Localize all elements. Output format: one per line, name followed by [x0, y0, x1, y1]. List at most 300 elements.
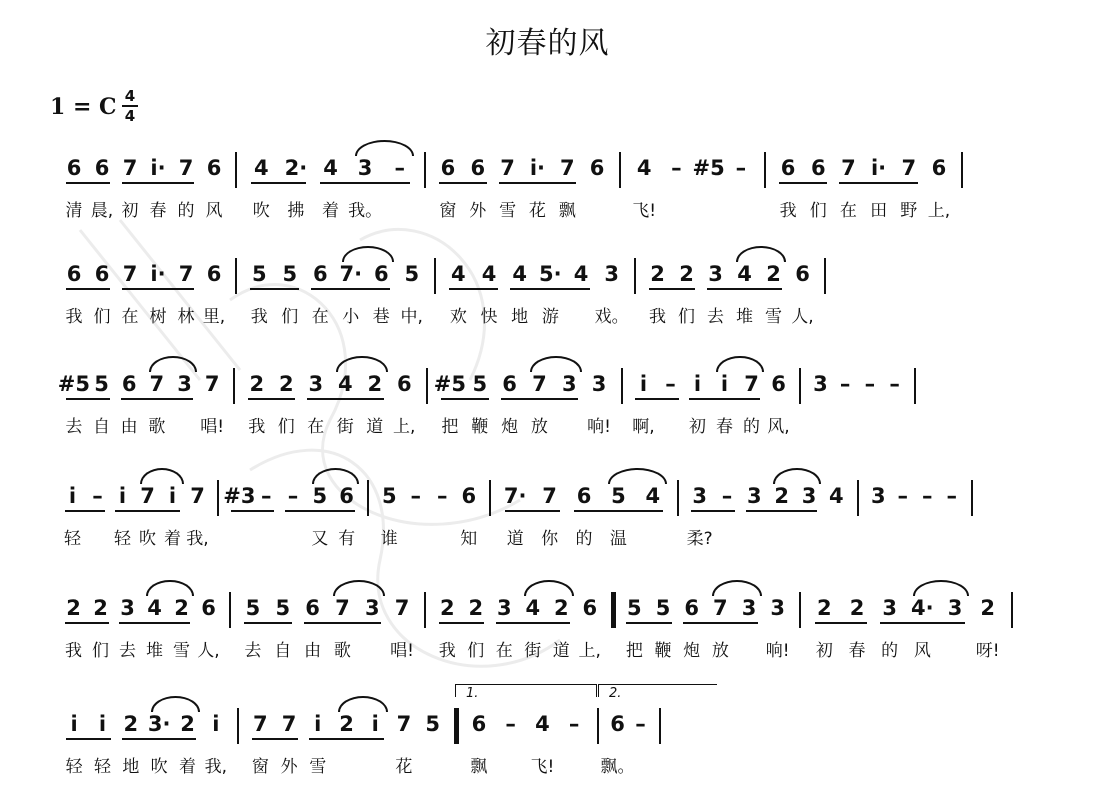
note-text: 7	[396, 712, 412, 736]
note-text: 3	[591, 372, 607, 396]
note-text: –	[721, 484, 733, 508]
lyric-syllable: 花	[395, 757, 413, 777]
note	[574, 262, 589, 286]
note-text: 4	[645, 484, 661, 508]
beam-underline	[250, 288, 299, 290]
note	[569, 712, 580, 736]
note	[394, 156, 405, 180]
note-text: 6	[94, 156, 110, 180]
note-text: 2	[249, 372, 265, 396]
barline	[971, 480, 973, 516]
note-text: 2	[766, 262, 781, 286]
beam-underline	[320, 182, 410, 184]
note-text: 3	[496, 596, 512, 620]
barline	[914, 368, 916, 404]
note	[472, 712, 487, 736]
beam-underline	[65, 622, 108, 624]
note-text: –	[839, 372, 851, 396]
lyric-syllable: 上,	[927, 201, 951, 221]
lyric-syllable: 在	[121, 307, 139, 327]
note	[650, 262, 665, 286]
note	[434, 372, 466, 396]
note-text: 4	[481, 262, 497, 286]
beam-underline	[510, 288, 590, 290]
note-text: 5	[245, 596, 261, 620]
note	[261, 484, 272, 508]
note-text: –	[735, 156, 747, 180]
lyric-syllable: 你	[541, 529, 559, 549]
note-text: –	[394, 156, 405, 180]
lyric-syllable: 春	[149, 201, 167, 221]
note-text: #5	[692, 156, 725, 180]
note	[411, 484, 422, 508]
note	[889, 372, 900, 396]
lyric-syllable: 轻	[65, 757, 83, 777]
note	[665, 372, 676, 396]
lyric-syllable: 炮	[683, 641, 701, 661]
note	[190, 484, 205, 508]
volta-bracket: 2.	[598, 684, 717, 697]
note-text: i	[693, 372, 702, 396]
note-text: 5·	[539, 262, 562, 286]
lyric-syllable: 唱!	[200, 417, 225, 437]
note-text: 6	[206, 262, 222, 286]
barline	[424, 592, 426, 628]
note-text: 6	[502, 372, 517, 396]
song-title: 初春的风	[485, 26, 610, 61]
note-text: 2	[468, 596, 484, 620]
beam-underline	[635, 398, 678, 400]
note-text: 6	[582, 596, 598, 620]
lyric-syllable: 由	[304, 641, 322, 661]
lyric-syllable: 上,	[578, 641, 601, 661]
beam-underline	[501, 398, 579, 400]
note	[504, 484, 527, 508]
lyric-syllable: 去	[244, 641, 262, 661]
lyric-syllable: 戏。	[594, 307, 629, 327]
note-text: 2	[679, 262, 694, 286]
lyric-syllable: 由	[120, 417, 138, 437]
beam-underline	[119, 622, 189, 624]
lyric-syllable: 温	[609, 529, 627, 549]
note	[180, 712, 195, 736]
lyric-syllable: 游	[541, 307, 559, 327]
lyric-syllable: 我	[250, 307, 268, 327]
lyric-syllable: 在	[495, 641, 513, 661]
note	[693, 156, 725, 180]
note	[811, 156, 826, 180]
lyric-syllable: 响!	[765, 641, 790, 661]
note	[500, 156, 515, 180]
note	[282, 262, 297, 286]
note	[901, 156, 916, 180]
note-text: #3	[223, 484, 256, 508]
lyric-syllable: 飞!	[632, 201, 657, 221]
note	[288, 484, 299, 508]
note-text: 3	[708, 262, 723, 286]
lyric-syllable: 田	[870, 201, 888, 221]
beam-underline	[691, 510, 735, 512]
lyric-syllable: 我。	[348, 201, 383, 221]
note-text: 4	[323, 156, 338, 180]
lyric-syllable: 外	[280, 757, 298, 777]
lyric-syllable: 春	[848, 641, 866, 661]
beam-underline	[439, 182, 487, 184]
lyric-syllable: 的	[177, 201, 195, 221]
note	[947, 484, 958, 508]
barline	[454, 708, 459, 744]
note	[502, 372, 517, 396]
lyric-syllable: 们	[277, 417, 295, 437]
lyric-syllable: 道	[506, 529, 524, 549]
note-text: 4	[525, 596, 541, 620]
lyric-syllable: 们	[93, 307, 111, 327]
note-text: –	[897, 484, 908, 508]
lyric-syllable: 飞!	[530, 757, 555, 777]
note	[99, 712, 106, 736]
lyric-syllable: 野	[900, 201, 918, 221]
beam-underline	[244, 622, 292, 624]
note	[440, 596, 455, 620]
note-text: 6	[471, 712, 487, 736]
beam-underline	[304, 622, 382, 624]
note	[397, 712, 412, 736]
note-text: 5	[275, 596, 291, 620]
beam-underline	[121, 398, 193, 400]
note	[69, 484, 76, 508]
note	[692, 484, 707, 508]
note-text: 6	[795, 262, 810, 286]
lyric-syllable: 树	[149, 307, 167, 327]
lyric-syllable: 飘	[558, 201, 576, 221]
note-text: i	[371, 712, 379, 736]
note	[119, 484, 126, 508]
note-text: 4·	[911, 596, 934, 620]
note	[747, 484, 762, 508]
note-text: 2	[66, 596, 81, 620]
note	[736, 156, 747, 180]
note	[314, 712, 321, 736]
note	[372, 712, 379, 736]
note	[451, 262, 466, 286]
time-signature-bottom: 4	[124, 107, 136, 125]
note	[882, 596, 897, 620]
note-text: i	[98, 712, 107, 736]
note	[358, 156, 373, 180]
lyric-syllable: 人,	[791, 307, 814, 327]
note	[249, 372, 264, 396]
note-text: i·	[529, 156, 545, 180]
note	[140, 484, 155, 508]
note-text: 2	[367, 372, 383, 396]
slur-mark	[312, 468, 359, 484]
note-text: 3	[604, 262, 619, 286]
lyric-syllable: 快	[480, 307, 498, 327]
note	[774, 484, 789, 508]
lyric-syllable: 小	[342, 307, 360, 327]
note-text: 5	[611, 484, 626, 508]
lyric-syllable: 在	[307, 417, 325, 437]
barline	[799, 368, 801, 404]
lyric-syllable: 在	[311, 307, 329, 327]
lyric-syllable: 我	[65, 307, 83, 327]
slur-mark	[336, 356, 387, 372]
note	[850, 596, 865, 620]
beam-underline	[251, 182, 306, 184]
note	[645, 484, 660, 508]
lyric-syllable: 去	[707, 307, 724, 327]
note	[177, 372, 192, 396]
lyric-syllable: 街	[336, 417, 354, 437]
barline	[824, 258, 826, 294]
barline	[426, 368, 428, 404]
note-text: 3	[882, 596, 897, 620]
beam-underline	[122, 738, 196, 740]
beam-underline	[66, 182, 111, 184]
beam-underline	[689, 398, 759, 400]
note-text: i	[212, 712, 220, 736]
lyric-syllable: 轻	[114, 529, 131, 549]
note-text: 7	[190, 484, 205, 508]
note	[207, 262, 222, 286]
note-text: 6	[312, 262, 328, 286]
lyric-syllable: 啊,	[632, 417, 655, 437]
note-text: 6	[339, 484, 354, 508]
lyric-syllable: 唱!	[390, 641, 414, 661]
note	[744, 372, 759, 396]
note	[150, 262, 165, 286]
lyric-syllable: 的	[881, 641, 899, 661]
lyric-syllable: 们	[678, 307, 695, 327]
note	[323, 156, 338, 180]
note-text: 6	[810, 156, 826, 180]
beam-underline	[439, 622, 485, 624]
note	[530, 156, 545, 180]
slur-mark	[716, 356, 763, 372]
note-text: #5	[433, 372, 467, 396]
note-text: –	[665, 372, 676, 396]
note	[169, 484, 176, 508]
note-text: i	[314, 712, 322, 736]
barline	[634, 258, 636, 294]
note	[472, 372, 487, 396]
beam-underline	[65, 510, 105, 512]
note	[92, 484, 103, 508]
note	[497, 596, 512, 620]
lyric-syllable: 又	[311, 529, 329, 549]
lyric-syllable: 雪	[309, 757, 327, 777]
note-text: 7	[744, 372, 759, 396]
lyric-syllable: 上,	[393, 417, 416, 437]
note	[437, 484, 448, 508]
note-text: –	[864, 372, 876, 396]
barline	[961, 152, 963, 188]
note-text: 6	[684, 596, 699, 620]
beam-underline	[707, 288, 782, 290]
note	[590, 156, 605, 180]
note	[395, 596, 410, 620]
note-text: 2	[93, 596, 108, 620]
note-text: 7	[178, 156, 194, 180]
lyric-syllable: 谁	[380, 529, 398, 549]
volta-bracket: 1.	[455, 684, 597, 697]
note	[205, 372, 220, 396]
lyric-syllable: 歌	[333, 641, 351, 661]
note-text: 7	[281, 712, 297, 736]
note	[679, 262, 694, 286]
lyric-syllable: 我	[649, 307, 666, 327]
barline	[597, 708, 599, 744]
note	[285, 156, 308, 180]
note-text: 7	[178, 262, 194, 286]
note	[611, 484, 626, 508]
note	[468, 596, 483, 620]
note	[684, 596, 699, 620]
note	[253, 712, 268, 736]
note	[604, 262, 619, 286]
note	[898, 484, 909, 508]
note-text: 5	[94, 372, 109, 396]
note	[840, 372, 851, 396]
lyric-syllable: 风,	[767, 417, 790, 437]
staff-system	[0, 480, 1095, 580]
slur-mark	[530, 356, 582, 372]
barline	[799, 592, 801, 628]
note	[339, 484, 354, 508]
lyric-syllable: 清	[65, 201, 83, 221]
note	[841, 156, 856, 180]
beam-underline	[309, 738, 384, 740]
beam-underline	[880, 622, 965, 624]
note	[770, 596, 785, 620]
note	[766, 262, 781, 286]
note	[713, 596, 728, 620]
note-text: i·	[150, 156, 166, 180]
note	[627, 596, 642, 620]
note-text: 7	[149, 372, 165, 396]
time-signature-top: 4	[124, 87, 136, 105]
note-text: 5	[655, 596, 671, 620]
beam-underline	[449, 288, 498, 290]
note	[95, 156, 110, 180]
note-text: 3	[177, 372, 192, 396]
note	[932, 156, 947, 180]
note-text: –	[410, 484, 421, 508]
beam-underline	[231, 510, 274, 512]
beam-underline	[122, 288, 195, 290]
note	[535, 712, 550, 736]
note-text: –	[671, 156, 682, 180]
note	[656, 596, 671, 620]
beam-underline	[441, 398, 489, 400]
note	[980, 596, 995, 620]
note	[367, 372, 382, 396]
note	[150, 156, 165, 180]
note	[308, 372, 323, 396]
lyric-syllable: 初	[121, 201, 139, 221]
note-text: –	[946, 484, 957, 508]
lyric-syllable: 的	[743, 417, 760, 437]
lyric-syllable: 堆	[146, 641, 163, 661]
note-text: 3	[364, 596, 380, 620]
note	[482, 262, 497, 286]
beam-underline	[285, 510, 355, 512]
note-text: 5	[425, 712, 440, 736]
lyric-syllable: 的	[575, 529, 593, 549]
slur-mark	[913, 580, 969, 596]
note-text: 7	[841, 156, 856, 180]
lyric-syllable: 响!	[587, 417, 611, 437]
note-text: 7	[335, 596, 350, 620]
note-text: 2	[439, 596, 455, 620]
note	[708, 262, 723, 286]
note-text: 4	[737, 262, 752, 286]
note	[560, 156, 575, 180]
beam-underline	[839, 182, 917, 184]
barline	[367, 480, 369, 516]
lyric-syllable: 我,	[204, 757, 228, 777]
slur-mark	[149, 356, 197, 372]
note	[338, 372, 353, 396]
note-text: 4	[512, 262, 527, 286]
note-text: –	[287, 484, 299, 508]
lyric-syllable: 放	[530, 417, 548, 437]
note-text: 6	[610, 712, 625, 736]
note-text: 3	[770, 596, 785, 620]
note	[124, 712, 139, 736]
note	[871, 484, 886, 508]
lyric-syllable: 鞭	[471, 417, 489, 437]
note-text: 2	[774, 484, 789, 508]
lyric-syllable: 我,	[186, 529, 209, 549]
note	[67, 156, 82, 180]
note-text: 4	[535, 712, 550, 736]
lyric-syllable: 初	[689, 417, 706, 437]
note-text: 5	[251, 262, 267, 286]
note	[911, 596, 934, 620]
slur-mark	[140, 468, 184, 484]
note	[120, 596, 135, 620]
barline	[489, 480, 491, 516]
note	[246, 596, 261, 620]
note-text: 7	[542, 484, 557, 508]
lyric-syllable: 把	[625, 641, 643, 661]
barline	[235, 152, 237, 188]
lyric-syllable: 着	[164, 529, 181, 549]
note	[817, 596, 832, 620]
note	[313, 262, 328, 286]
note-text: 2	[123, 712, 139, 736]
note-text: 3	[308, 372, 324, 396]
staff-system	[0, 592, 1095, 692]
note-text: i·	[150, 262, 166, 286]
slur-mark	[146, 580, 193, 596]
slur-mark	[338, 696, 388, 712]
note	[525, 596, 540, 620]
note-text: 4	[573, 262, 589, 286]
note	[829, 484, 844, 508]
note-text: –	[922, 484, 933, 508]
note	[582, 596, 597, 620]
note	[71, 712, 78, 736]
lyric-syllable: 飘	[470, 757, 488, 777]
lyric-syllable: 春	[716, 417, 733, 437]
note	[554, 596, 569, 620]
note	[577, 484, 592, 508]
note-text: 5	[627, 596, 642, 620]
lyric-syllable: 歌	[148, 417, 166, 437]
lyric-syllable: 初	[815, 641, 833, 661]
